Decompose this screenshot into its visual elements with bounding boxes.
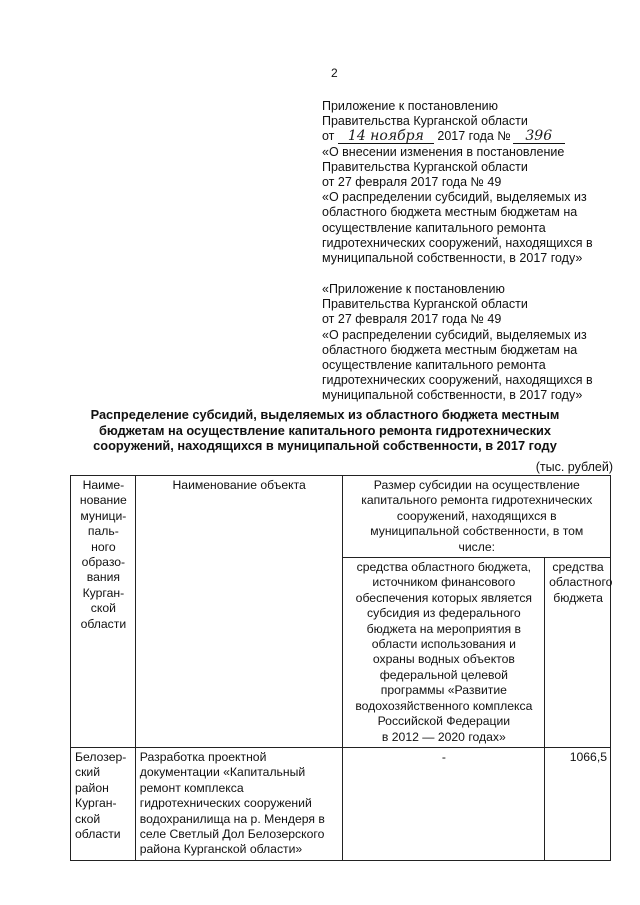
cell-text-line: средства областного бюджета, (356, 560, 532, 575)
cell-text-line: программы «Развитие (380, 683, 507, 698)
appendix-line: осуществление капитального ремонта (322, 358, 546, 373)
cell-text-line: водохранилища на р. Мендеря в (139, 811, 325, 826)
cell-text-line: области (80, 616, 127, 631)
cell-text-line: бюджета на мероприятия в (366, 621, 522, 636)
appendix-line: «О распределении субсидий, выделяемых из (322, 327, 587, 342)
cell-municipality (71, 747, 136, 860)
appendix-original (322, 282, 622, 404)
date-suffix: 2017 года № (437, 129, 511, 144)
cell-text-line: вания (86, 570, 120, 585)
appendix-line: Правительства Курганской области (322, 114, 528, 129)
table-row (71, 747, 611, 860)
appendix-header (322, 99, 622, 266)
cell-text-line: Разработка проектной (139, 749, 267, 764)
cell-text-line: муници- (80, 508, 127, 523)
title-line: сооружений, находящихся в муниципальной собственности, в 2017 году (93, 438, 557, 453)
appendix-line: гидротехнических сооружений, находящихся в (322, 373, 593, 388)
handwritten-date: 14 ноября (338, 130, 434, 144)
document-title (86, 407, 564, 454)
cell-text-line: селе Светлый Дол Белозерского (139, 826, 325, 841)
cell-regional-amount: 1066,5 (545, 747, 611, 860)
appendix-line: «Приложение к постановлению (322, 282, 505, 296)
cell-text-line: охраны водных объектов (372, 652, 515, 667)
cell-text-line: источником финансового (372, 575, 516, 590)
cell-text-line: район (75, 780, 109, 795)
appendix-line: от 27 февраля 2017 года № 49 (322, 312, 502, 327)
cell-text-line: ской (75, 811, 101, 826)
cell-text-line: в 2012 — 2020 годах» (381, 729, 506, 744)
cell-text-line: сооружений, находящихся в (396, 508, 557, 523)
cell-text-line: субсидия из федерального (367, 606, 521, 621)
handwritten-number: 396 (513, 130, 565, 144)
cell-text-line: Курган- (82, 585, 125, 600)
appendix-line: муниципальной собственности, в 2017 году» (322, 251, 583, 266)
header-municipality (71, 476, 136, 748)
cell-text-line: образо- (81, 555, 126, 570)
appendix-line: Приложение к постановлению (322, 99, 498, 113)
units-label: (тыс. рублей) (535, 460, 613, 474)
header-regional-funds (545, 558, 611, 748)
appendix-line: областного бюджета местным бюджетам на (322, 342, 578, 357)
cell-object (135, 747, 342, 860)
cell-text-line: обеспечения которых является (355, 590, 533, 605)
subsidy-table (70, 475, 611, 861)
cell-text-line: Наиме- (82, 478, 125, 492)
cell-text-line: Белозер- (75, 749, 127, 764)
title-line: Распределение субсидий, выделяемых из областного бюджета местным (90, 407, 560, 422)
header-federal-funds (342, 558, 545, 748)
cell-text-line: ской (90, 601, 116, 616)
appendix-line: «О распределении субсидий, выделяемых из (322, 190, 587, 205)
cell-text-line: документации «Капитальный (139, 765, 306, 780)
cell-text-line: ский (75, 765, 101, 780)
page-number: 2 (331, 66, 338, 80)
cell-text-line: средства (552, 560, 604, 575)
cell-text-line: бюджета (553, 590, 603, 605)
cell-text-line: водохозяйственного комплекса (355, 698, 533, 713)
cell-text-line: района Курганской области» (139, 842, 303, 857)
cell-text-line: области (75, 826, 121, 841)
title-line: бюджетам на осуществление капитального ремонта гидротехнических (98, 422, 552, 438)
cell-text-line: Размер субсидии на осуществление (373, 478, 580, 492)
table-header-row (71, 476, 611, 558)
cell-text-line: ного (91, 539, 116, 554)
cell-text-line: муниципальной собственности, в том (370, 524, 584, 539)
cell-text-line: области использования и (371, 637, 516, 652)
appendix-line: от 27 февраля 2017 года № 49 (322, 175, 502, 190)
appendix-date-line (322, 129, 622, 144)
appendix-line: «О внесении изменения в постановление (322, 144, 565, 159)
appendix-line: муниципальной собственности, в 2017 году» (322, 388, 583, 403)
date-prefix: от (322, 129, 335, 144)
cell-text-line: капитального ремонта гидротехнических (361, 493, 593, 508)
cell-text-line: числе: (458, 539, 496, 554)
cell-text-line: федеральной целевой (379, 667, 508, 682)
header-subsidy-size (342, 476, 610, 558)
cell-text-line: областного (549, 575, 613, 590)
appendix-line: Правительства Курганской области (322, 297, 528, 312)
appendix-line: гидротехнических сооружений, находящихся в (322, 235, 593, 250)
appendix-line: Правительства Курганской области (322, 159, 528, 174)
cell-text-line: нование (79, 493, 127, 508)
header-object: Наименование объекта (135, 476, 342, 748)
cell-text-line: Российской Федерации (377, 714, 511, 729)
cell-text-line: Курган- (75, 796, 117, 811)
appendix-line: областного бюджета местным бюджетам на (322, 205, 578, 220)
cell-federal-amount: - (342, 747, 545, 860)
cell-text-line: гидротехнических сооружений (139, 796, 312, 811)
cell-text-line: ремонт комплекса (139, 780, 244, 795)
cell-text-line: паль- (87, 524, 119, 539)
appendix-line: осуществление капитального ремонта (322, 220, 546, 235)
